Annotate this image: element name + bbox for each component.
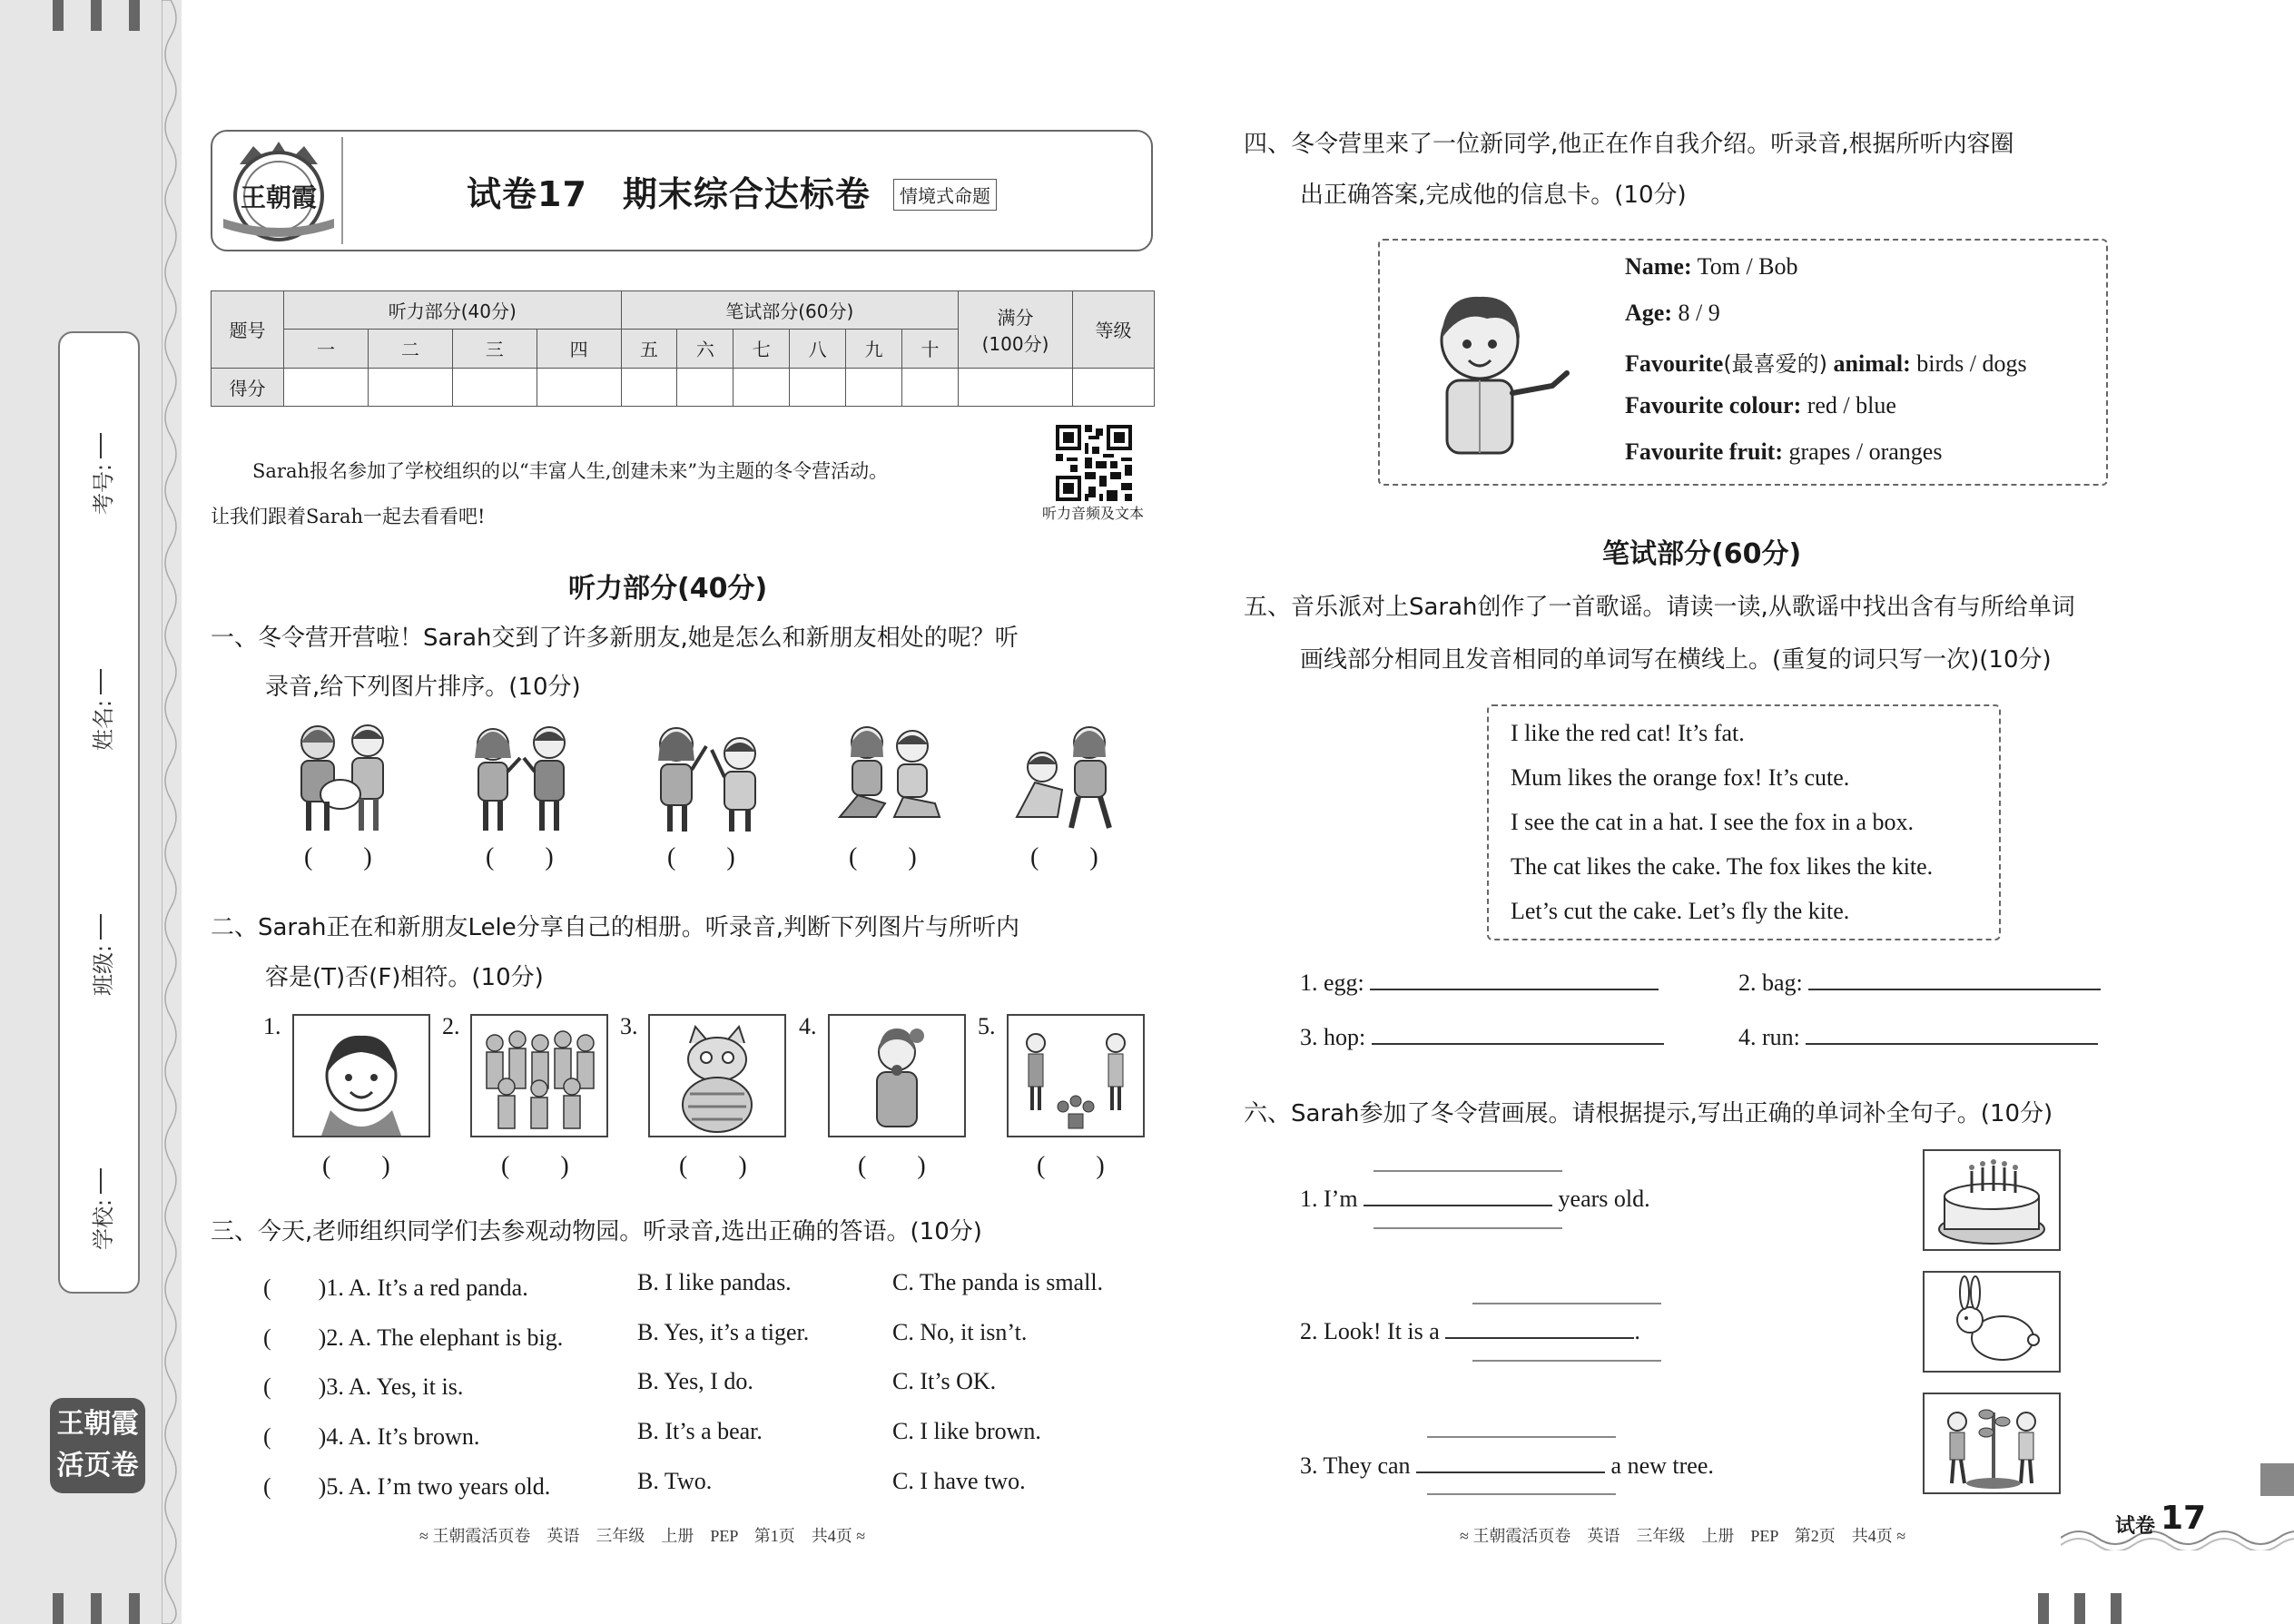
binding-tick [53,1593,64,1624]
score-row [212,368,1155,406]
q6-picture-rabbit [1923,1271,2061,1373]
q3-item-3-option-b[interactable]: B. Yes, I do. [637,1368,753,1394]
animal-options[interactable]: birds / dogs [1910,350,2027,377]
q1-instruction-line-2: 录音,给下列图片排序。(10分) [265,674,581,701]
q6-picture-tree [1923,1393,2061,1494]
brand-badge: 王朝霞 活页卷 [50,1398,145,1493]
q5-answer-2[interactable] [1808,989,2101,990]
q2-number-5: 5. [978,1013,996,1039]
q6-instruction: 六、Sarah参加了冬令营画展。请根据提示,写出正确的单词补全句子。(10分) [1244,1100,2053,1127]
page-edge-marker [2260,1463,2294,1496]
table-cell: 三 [452,330,537,368]
q3-item-4-option-b[interactable]: B. It’s a bear. [637,1418,763,1444]
q1-answer-2[interactable]: ( ) [486,843,554,871]
q1-picture-3 [635,717,781,835]
score-cell[interactable] [368,368,452,406]
q5-item-3: 3. hop: [1300,1024,1664,1051]
q2-picture-5 [1007,1014,1145,1137]
score-cell[interactable] [1073,368,1155,406]
q2-answer-2[interactable]: ( ) [501,1152,569,1180]
score-cell[interactable] [959,368,1073,406]
q2-instruction-line-2: 容是(T)否(F)相符。(10分) [265,964,544,991]
q6-item-1: 1. I’m years old. [1300,1186,1650,1212]
song-box [1487,704,2001,940]
score-cell[interactable] [677,368,733,406]
q2-answer-4[interactable]: ( ) [858,1152,926,1180]
q6-picture-cake [1923,1149,2061,1251]
q2-answer-5[interactable]: ( ) [1037,1152,1105,1180]
footer-left: ≈ 王朝霞活页卷 英语 三年级 上册 PEP 第1页 共4页 ≈ [419,1527,866,1545]
table-header-cell: 题号 [212,291,284,369]
q3-item-2-option-a[interactable]: ( )2. A. The elephant is big. [263,1324,564,1351]
q5-instruction-line-1: 五、音乐派对上Sarah创作了一首歌谣。请读一读,从歌谣中找出含有与所给单词 [1244,594,2075,621]
score-cell[interactable] [790,368,846,406]
q1-picture-2 [458,717,586,835]
table-cell: 五 [621,330,677,368]
fruit-options[interactable]: grapes / oranges [1783,438,1943,465]
q2-number-2: 2. [442,1013,460,1039]
q6-answer-1[interactable] [1364,1205,1552,1206]
writing-guide-line [1373,1170,1562,1172]
table-cell: 六 [677,330,733,368]
q3-item-5-option-c[interactable]: C. I have two. [892,1468,1026,1494]
binding-tick [129,1593,140,1624]
info-colour-line: Favourite colour: red / blue [1625,392,1896,418]
score-row-label: 得分 [212,368,284,406]
q3-item-3-option-a[interactable]: ( )3. A. Yes, it is. [263,1373,464,1400]
exam-tag-number: 17 [2161,1500,2207,1537]
q5-item-1: 1. egg: [1300,969,1659,997]
writing-guide-line [1427,1493,1616,1495]
intro-line-2: 让我们跟着Sarah一起去看看吧! [211,506,486,527]
binding-tick [129,0,140,31]
age-options[interactable]: 8 / 9 [1671,300,1720,326]
q3-instruction: 三、今天,老师组织同学们去参观动物园。听录音,选出正确的答语。(10分) [211,1218,982,1245]
q6-item-2: 2. Look! It is a . [1300,1318,1640,1344]
intro-line-1: Sarah报名参加了学校组织的以“丰富人生,创建未来”为主题的冬令营活动。 [252,460,889,482]
table-cell: 九 [846,330,902,368]
q2-number-3: 3. [620,1013,638,1039]
qr-code-icon[interactable] [1056,425,1132,501]
q1-picture-5 [1008,717,1135,835]
q2-answer-1[interactable]: ( ) [322,1152,390,1180]
q3-item-4-option-a[interactable]: ( )4. A. It’s brown. [263,1423,480,1450]
table-cell: 十 [901,330,958,368]
q3-item-5-option-a[interactable]: ( )5. A. I’m two years old. [263,1473,551,1500]
q2-picture-1 [292,1014,430,1137]
writing-guide-line [1472,1360,1661,1362]
title-box [211,130,1153,251]
score-cell[interactable] [846,368,902,406]
writing-guide-line [1427,1436,1616,1438]
q2-number-4: 4. [799,1013,817,1039]
q2-picture-2 [470,1014,608,1137]
score-table [211,290,1155,407]
song-line-2: Mum likes the orange fox! It’s cute. [1511,764,1850,791]
score-cell[interactable] [452,368,537,406]
writing-header-cell: 笔试部分(60分) [621,291,959,330]
song-line-3: I see the cat in a hat. I see the fox in a box. [1511,809,1914,835]
binding-tick [2111,1593,2122,1624]
table-cell: 一 [284,330,369,368]
q6-answer-2[interactable] [1445,1337,1634,1339]
q3-item-1-option-a[interactable]: ( )1. A. It’s a red panda. [263,1275,528,1301]
full-score-cell: 满分 (100分) [959,291,1073,369]
q3-item-3-option-c[interactable]: C. It’s OK. [892,1368,997,1394]
q3-item-2-option-c[interactable]: C. No, it isn’t. [892,1319,1028,1345]
table-cell: 四 [537,330,621,368]
student-info-box [58,331,140,1294]
title-tag: 情境式命题 [893,179,997,211]
q5-answer-4[interactable] [1806,1043,2098,1045]
q5-answer-3[interactable] [1372,1043,1664,1045]
listening-section-title: 听力部分(40分) [568,573,768,605]
binding-tick [91,1593,102,1624]
q1-instruction-line-1: 一、冬令营开营啦！Sarah交到了许多新朋友,她是怎么和新朋友相处的呢？听 [211,625,1019,652]
q3-item-2-option-b[interactable]: B. Yes, it’s a tiger. [637,1319,810,1345]
svg-text:王朝霞: 王朝霞 [240,182,318,212]
song-line-1: I like the red cat! It’s fat. [1511,720,1745,746]
footer-right: ≈ 王朝霞活页卷 英语 三年级 上册 PEP 第2页 共4页 ≈ [1460,1527,1906,1545]
score-cell[interactable] [537,368,621,406]
q5-answer-1[interactable] [1370,989,1659,990]
title-separator [341,137,343,244]
table-cell: 八 [790,330,846,368]
binding-tick [2074,1593,2085,1624]
strip-wave-edge [162,0,189,1624]
table-cell: 七 [733,330,790,368]
table-cell: 二 [368,330,452,368]
binding-tick [53,0,64,31]
song-line-4: The cat likes the cake. The fox likes the kite. [1511,853,1934,880]
info-name-line: Name: Tom / Bob [1625,253,1798,280]
q1-picture-4 [822,717,958,835]
exam-no-field[interactable]: 考号: [60,433,142,515]
q3-item-1-option-c[interactable]: C. The panda is small. [892,1269,1104,1295]
info-card [1378,239,2108,486]
q1-picture-1 [281,717,409,835]
writing-section-title: 笔试部分(60分) [1602,538,1802,570]
q3-item-1-option-b[interactable]: B. I like pandas. [637,1269,792,1295]
q4-instruction-line-1: 四、冬令营里来了一位新同学,他正在作自我介绍。听录音,根据所听内容圈 [1244,131,2014,158]
q1-answer-4[interactable]: ( ) [849,843,917,871]
q2-picture-4 [828,1014,966,1137]
q3-item-5-option-b[interactable]: B. Two. [637,1468,713,1494]
q1-answer-5[interactable]: ( ) [1030,843,1098,871]
score-cell[interactable] [733,368,790,406]
info-animal-line: Favourite(最喜爱的) animal: birds / dogs [1625,350,2027,377]
class-field[interactable]: 班级: [60,914,142,996]
qr-caption: 听力音频及文本 [1042,505,1145,522]
binding-tick [2038,1593,2049,1624]
colour-options[interactable]: red / blue [1801,392,1896,418]
q1-answer-3[interactable]: ( ) [667,843,735,871]
q5-item-4: 4. run: [1738,1024,2098,1051]
q5-item-2: 2. bag: [1738,969,2101,997]
score-cell[interactable] [901,368,958,406]
new-student-picture [1416,286,1598,458]
q2-number-1: 1. [263,1013,281,1039]
score-cell[interactable] [621,368,677,406]
writing-guide-line [1472,1303,1661,1304]
q5-instruction-line-2: 画线部分相同且发音相同的单词写在横线上。(重复的词只写一次)(10分) [1300,646,2052,674]
q4-instruction-line-2: 出正确答案,完成他的信息卡。(10分) [1300,182,1687,209]
school-field[interactable]: 学校: [60,1168,142,1250]
q6-item-3: 3. They can a new tree. [1300,1452,1714,1479]
info-age-line: Age: 8 / 9 [1625,300,1720,326]
name-field[interactable]: 姓名: [60,669,142,751]
page-title: 试卷17 期末综合达标卷 [467,174,871,214]
song-line-5: Let’s cut the cake. Let’s fly the kite. [1511,898,1850,924]
q6-answer-3[interactable] [1416,1471,1605,1473]
q3-item-4-option-c[interactable]: C. I like brown. [892,1418,1041,1444]
binding-tick [91,0,102,31]
q2-instruction-line-1: 二、Sarah正在和新朋友Lele分享自己的相册。听录音,判断下列图片与所听内 [211,914,1020,941]
publisher-logo [222,137,336,246]
grade-header-cell: 等级 [1073,291,1155,369]
name-options[interactable]: Tom / Bob [1691,253,1798,280]
info-fruit-line: Favourite fruit: grapes / oranges [1625,438,1943,465]
writing-guide-line [1373,1227,1562,1229]
score-cell[interactable] [284,368,369,406]
exam-tag-label: 试卷 [2115,1515,2156,1538]
q2-answer-3[interactable]: ( ) [679,1152,747,1180]
q1-answer-1[interactable]: ( ) [304,843,372,871]
listening-header-cell: 听力部分(40分) [284,291,622,330]
q2-picture-3 [648,1014,786,1137]
